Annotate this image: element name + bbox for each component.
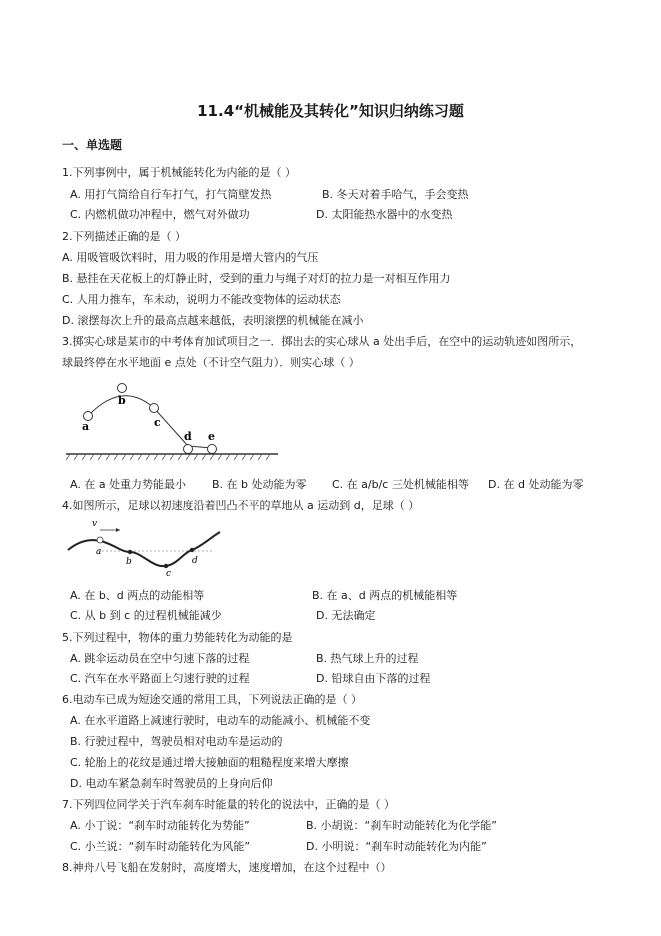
- question-3-option-d: D. 在 d 处动能为零: [488, 478, 584, 491]
- ball-a: [97, 537, 103, 543]
- label-a: a: [82, 420, 90, 433]
- football-on-grass-figure: [66, 516, 222, 576]
- label-c: c: [154, 416, 161, 429]
- question-3-option-c: C. 在 a/b/c 三处机械能相等: [332, 478, 469, 491]
- question-5-option-a: A. 跳伞运动员在空中匀速下落的过程: [70, 652, 250, 665]
- question-3-stem-line-2: 球最终停在水平地面 e 点处（不计空气阻力）．则实心球（ ）: [62, 356, 360, 369]
- question-5-option-b: B. 热气球上升的过程: [316, 652, 419, 665]
- question-3-option-a: A. 在 a 处重力势能最小: [70, 478, 187, 491]
- question-1-stem: 1.下列事例中，属于机械能转化为内能的是（ ）: [62, 166, 296, 179]
- question-3-option-b: B. 在 b 处动能为零: [212, 478, 307, 491]
- label-e: e: [208, 430, 215, 443]
- question-2-option-c: C. 人用力推车，车未动，说明力不能改变物体的运动状态: [62, 293, 341, 306]
- question-4-stem: 4.如图所示，足球以初速度沿着凹凸不平的草地从 a 运动到 d，足球（ ）: [62, 499, 420, 512]
- question-5-stem: 5.下列过程中，物体的重力势能转化为动能的是: [62, 631, 293, 644]
- point-b: [128, 550, 132, 554]
- question-2-option-d: D. 滚摆每次上升的最高点越来越低，表明滚摆的机械能在减小: [62, 314, 364, 327]
- label-v: v: [92, 519, 98, 529]
- question-5-option-c: C. 汽车在水平路面上匀速行驶的过程: [70, 672, 250, 685]
- question-6-stem: 6.电动车已成为短途交通的常用工具，下列说法正确的是（ ）: [62, 693, 362, 706]
- question-1-option-a: A. 用打气筒给自行车打气，打气筒壁发热: [70, 188, 272, 201]
- point-d: [190, 548, 194, 552]
- question-2-option-a: A. 用吸管吸饮料时，用力吸的作用是增大管内的气压: [62, 251, 319, 264]
- question-2-stem: 2.下列描述正确的是（ ）: [62, 230, 186, 243]
- question-6-option-c: C. 轮胎上的花纹是通过增大接触面的粗糙程度来增大摩擦: [70, 756, 349, 769]
- question-7-option-d: D. 小明说：“刹车时动能转化为内能”: [306, 840, 487, 853]
- question-6-option-b: B. 行驶过程中，驾驶员相对电动车是运动的: [70, 735, 283, 748]
- label-d: d: [184, 430, 192, 443]
- question-1-option-c: C. 内燃机做功冲程中，燃气对外做功: [70, 208, 250, 221]
- ground-hatching: [66, 454, 270, 460]
- section-heading: 一、单选题: [62, 138, 123, 152]
- label-b: b: [118, 394, 126, 407]
- label-b: b: [126, 557, 132, 567]
- question-7-stem: 7.下列四位同学关于汽车刹车时能量的转化的说法中，正确的是（ ）: [62, 798, 395, 811]
- ball-c: [150, 404, 159, 413]
- projectile-trajectory-figure: [62, 378, 282, 464]
- page-title: 11.4“机械能及其转化”知识归纳练习题: [197, 102, 464, 120]
- ball-d: [184, 445, 193, 454]
- question-3-stem-line-1: 3.掷实心球是某市的中考体育加试项目之一．掷出去的实心球从 a 处出手后，在空中的运动轨迹如图所示，: [62, 335, 582, 348]
- ball-e: [208, 445, 217, 454]
- trajectory-path: [88, 396, 188, 446]
- label-a: a: [96, 547, 102, 557]
- question-8-stem: 8.神舟八号飞船在发射时，高度增大，速度增加，在这个过程中（）: [62, 861, 392, 874]
- question-4-option-d: D. 无法确定: [316, 609, 376, 622]
- question-1-option-b: B. 冬天对着手哈气，手会变热: [322, 188, 469, 201]
- question-6-option-a: A. 在水平道路上减速行驶时，电动车的动能减小、机械能不变: [70, 714, 371, 727]
- ball-b: [118, 384, 127, 393]
- question-2-option-b: B. 悬挂在天花板上的灯静止时，受到的重力与绳子对灯的拉力是一对相互作用力: [62, 272, 451, 285]
- question-1-option-d: D. 太阳能热水器中的水变热: [316, 208, 453, 221]
- question-7-option-c: C. 小兰说：“刹车时动能转化为风能”: [70, 840, 251, 853]
- question-7-option-b: B. 小胡说：“刹车时动能转化为化学能”: [306, 819, 497, 832]
- point-c: [164, 564, 168, 568]
- question-4-option-b: B. 在 a、d 两点的机械能相等: [312, 589, 458, 602]
- question-5-option-d: D. 铅球自由下落的过程: [316, 672, 431, 685]
- question-7-option-a: A. 小丁说：“刹车时动能转化为势能”: [70, 819, 250, 832]
- velocity-arrow-head: [116, 528, 120, 532]
- question-6-option-d: D. 电动车紧急刹车时驾驶员的上身向后仰: [70, 777, 273, 790]
- label-c: c: [166, 569, 172, 576]
- question-4-option-a: A. 在 b、d 两点的动能相等: [70, 589, 205, 602]
- label-d: d: [192, 556, 198, 566]
- question-4-option-c: C. 从 b 到 c 的过程机械能减少: [70, 609, 222, 622]
